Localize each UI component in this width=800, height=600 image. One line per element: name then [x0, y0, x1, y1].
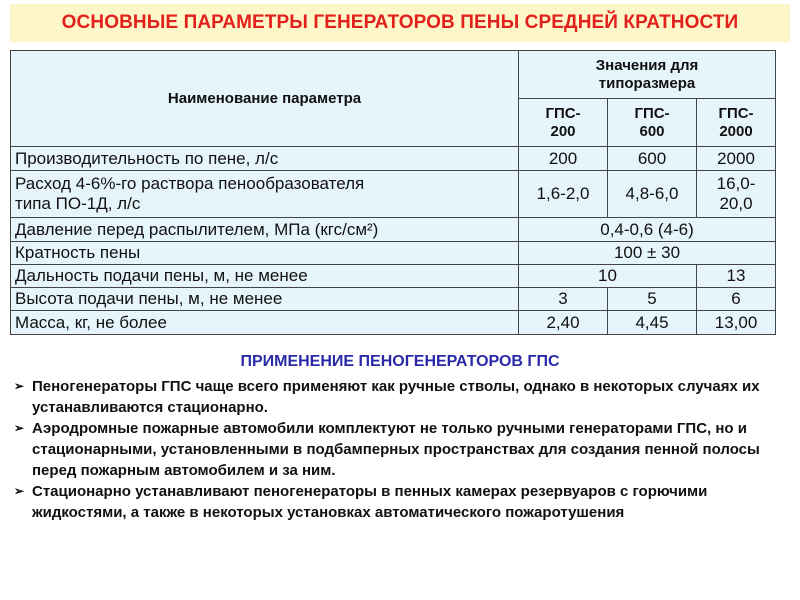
- header-values-line1: Значения для: [595, 56, 699, 74]
- section-title: ПРИМЕНЕНИЕ ПЕНОГЕНЕРАТОРОВ ГПС: [240, 353, 560, 370]
- header-parameter-name: Наименование параметра: [11, 51, 519, 147]
- param-value: 6: [697, 288, 776, 311]
- list-item-text: Аэродромные пожарные автомобили комплектуют не только ручными генераторами ГПС, но и стационарными, установленными в подбамперных пространствах для создания пенной полосы перед пожарным автомобилем и за ним.: [32, 420, 760, 479]
- list-item: [10, 418, 790, 481]
- list-item: [10, 376, 790, 418]
- header-values: [519, 51, 776, 99]
- table-row: [11, 171, 776, 218]
- param-name: Производительность по пене, л/с: [11, 147, 519, 171]
- header-size-value: 2000: [719, 122, 753, 140]
- param-name: Кратность пены: [11, 242, 519, 265]
- param-value: 100 ± 30: [519, 242, 776, 265]
- param-value: 2,40: [519, 311, 608, 335]
- table-row: [11, 288, 776, 311]
- list-item-text: Стационарно устанавливают пеногенераторы в пенных камерах резервуаров с горючими жидкостями, а также в некоторых установках автоматического пожаротушения: [32, 483, 708, 521]
- bullet-list: [10, 376, 790, 523]
- arrow-bullet-icon: ➢: [14, 379, 25, 393]
- page-title: ОСНОВНЫЕ ПАРАМЕТРЫ ГЕНЕРАТОРОВ ПЕНЫ СРЕДНЕЙ КРАТНОСТИ: [61, 12, 739, 33]
- param-name: [11, 171, 519, 218]
- param-name-line2: типа ПО-1Д, л/с: [15, 194, 141, 213]
- arrow-bullet-icon: ➢: [14, 421, 25, 435]
- header-values-line2: типоразмера: [598, 74, 696, 92]
- header-size-value: 200: [550, 122, 576, 140]
- param-value: 13,00: [697, 311, 776, 335]
- header-size-value: 600: [639, 122, 665, 140]
- title-bar: [10, 4, 790, 42]
- header-size-label: ГПС-: [718, 104, 754, 122]
- header-size-2000: [697, 99, 776, 147]
- param-name-line1: Расход 4-6%-го раствора пенообразователя: [15, 174, 365, 193]
- param-name: Дальность подачи пены, м, не менее: [11, 265, 519, 288]
- param-value: 4,8-6,0: [608, 171, 697, 218]
- table-row: [11, 147, 776, 171]
- table-header-row: [11, 51, 776, 99]
- param-value: 2000: [697, 147, 776, 171]
- param-value: 200: [519, 147, 608, 171]
- header-size-label: ГПС-: [545, 104, 581, 122]
- param-value: 10: [519, 265, 697, 288]
- list-item: [10, 481, 790, 523]
- param-value: 600: [608, 147, 697, 171]
- table-row: [11, 311, 776, 335]
- parameters-table: [10, 50, 776, 335]
- header-size-label: ГПС-: [634, 104, 670, 122]
- param-name: Масса, кг, не более: [11, 311, 519, 335]
- param-value: 1,6-2,0: [519, 171, 608, 218]
- param-name: Давление перед распылителем, МПа (кгс/см²): [11, 218, 519, 242]
- param-value-line2: 20,0: [719, 194, 753, 213]
- param-value: 4,45: [608, 311, 697, 335]
- param-value: 0,4-0,6 (4-6): [519, 218, 776, 242]
- arrow-bullet-icon: ➢: [14, 484, 25, 498]
- param-value: [697, 171, 776, 218]
- table-row: [11, 265, 776, 288]
- header-size-600: [608, 99, 697, 147]
- list-item-text: Пеногенераторы ГПС чаще всего применяют как ручные стволы, однако в некоторых случаях их устанавливаются стационарно.: [32, 378, 760, 416]
- param-name: Высота подачи пены, м, не менее: [11, 288, 519, 311]
- table-row: [11, 242, 776, 265]
- table-row: [11, 218, 776, 242]
- param-value: 5: [608, 288, 697, 311]
- param-value-line1: 16,0-: [716, 174, 756, 193]
- param-value: 3: [519, 288, 608, 311]
- header-size-200: [519, 99, 608, 147]
- param-value: 13: [697, 265, 776, 288]
